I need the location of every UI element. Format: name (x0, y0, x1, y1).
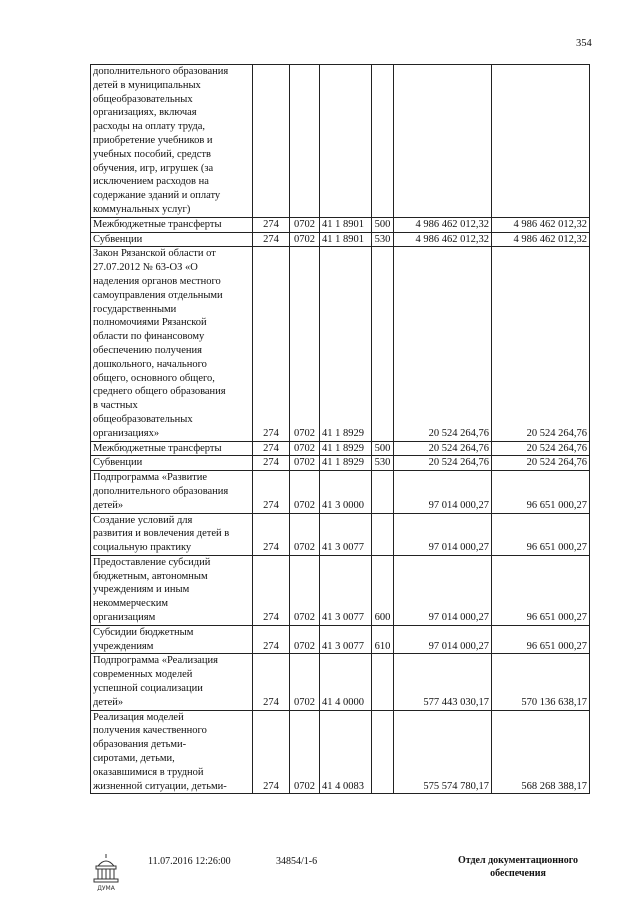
cell-ministry: 274 (253, 456, 290, 471)
cell-sum-2016: 20 524 264,76 (394, 247, 492, 441)
cell-article: 41 4 0000 (320, 654, 372, 710)
cell-vr: 500 (372, 217, 394, 232)
table-row (91, 625, 590, 654)
cell-sum-2017: 20 524 264,76 (492, 247, 590, 441)
cell-article: 41 1 8929 (320, 456, 372, 471)
cell-article: 41 3 0077 (320, 513, 372, 555)
cell-sum-2016 (394, 65, 492, 218)
cell-sum-2017: 4 986 462 012,32 (492, 232, 590, 247)
cell-ministry (253, 65, 290, 218)
cell-section: 0702 (290, 654, 320, 710)
cell-ministry: 274 (253, 710, 290, 794)
cell-section: 0702 (290, 710, 320, 794)
cell-article: 41 3 0077 (320, 555, 372, 625)
cell-name: Подпрограмма «Реализация современных моделей успешной социализации детей» (91, 654, 253, 710)
cell-sum-2016: 575 574 780,17 (394, 710, 492, 794)
cell-article: 41 3 0000 (320, 471, 372, 513)
cell-ministry: 274 (253, 654, 290, 710)
cell-vr (372, 247, 394, 441)
table-row (91, 441, 590, 456)
table-row (91, 232, 590, 247)
cell-name: дополнительного образования детей в муниципальных общеобразовательных организациях, включая расходы на оплату труда, приобретение учебников и учебных пособий, средств обучения, игр, игрушек (за исключением расходов на содержание зданий и оплату коммунальных услуг) (91, 65, 253, 218)
department-line-2: обеспечения (490, 868, 546, 879)
cell-sum-2017 (492, 65, 590, 218)
cell-name: Подпрограмма «Развитие дополнительного образования детей» (91, 471, 253, 513)
cell-vr (372, 65, 394, 218)
cell-name: Реализация моделей получения качественного образования детьми- сиротами, детьми, оказавшимися в трудной жизненной ситуации, детьми- (91, 710, 253, 794)
cell-sum-2016: 20 524 264,76 (394, 441, 492, 456)
table-row (91, 513, 590, 555)
footer-department (448, 854, 588, 880)
svg-text:ДУМА: ДУМА (97, 885, 115, 892)
cell-sum-2017: 568 268 388,17 (492, 710, 590, 794)
cell-section: 0702 (290, 217, 320, 232)
cell-sum-2016: 97 014 000,27 (394, 625, 492, 654)
budget-table (90, 64, 590, 794)
footer-datetime: 11.07.2016 12:26:00 (148, 856, 231, 867)
cell-name: Предоставление субсидий бюджетным, автономным учреждениям и иным некоммерческим организациям (91, 555, 253, 625)
cell-vr (372, 710, 394, 794)
cell-ministry: 274 (253, 513, 290, 555)
department-line-1: Отдел документационного (457, 855, 579, 866)
cell-article: 41 1 8929 (320, 441, 372, 456)
cell-sum-2016: 4 986 462 012,32 (394, 232, 492, 247)
table-row (91, 456, 590, 471)
cell-sum-2017: 96 651 000,27 (492, 513, 590, 555)
cell-name: Закон Рязанской области от 27.07.2012 № 63-ОЗ «О наделения органов местного самоуправления отдельными государственными полномочиями Рязанской области по финансовому обеспечению получения дошкольного, начального общего, основного общего, среднего общего образования в частных общеобразовательных организациях» (91, 247, 253, 441)
cell-ministry: 274 (253, 471, 290, 513)
cell-vr: 500 (372, 441, 394, 456)
cell-article: 41 1 8901 (320, 232, 372, 247)
cell-name: Межбюджетные трансферты (91, 441, 253, 456)
cell-section: 0702 (290, 247, 320, 441)
table-row (91, 555, 590, 625)
cell-section: 0702 (290, 456, 320, 471)
cell-sum-2017: 570 136 638,17 (492, 654, 590, 710)
cell-ministry: 274 (253, 232, 290, 247)
cell-vr (372, 654, 394, 710)
cell-sum-2017: 4 986 462 012,32 (492, 217, 590, 232)
cell-vr (372, 513, 394, 555)
cell-name: Межбюджетные трансферты (91, 217, 253, 232)
cell-sum-2016: 20 524 264,76 (394, 456, 492, 471)
cell-sum-2017: 20 524 264,76 (492, 441, 590, 456)
cell-article: 41 1 8929 (320, 247, 372, 441)
cell-name: Субвенции (91, 456, 253, 471)
cell-article: 41 4 0083 (320, 710, 372, 794)
cell-article: 41 3 0077 (320, 625, 372, 654)
cell-sum-2016: 97 014 000,27 (394, 471, 492, 513)
cell-ministry: 274 (253, 217, 290, 232)
cell-sum-2017: 96 651 000,27 (492, 555, 590, 625)
cell-sum-2016: 4 986 462 012,32 (394, 217, 492, 232)
cell-article (320, 65, 372, 218)
cell-sum-2016: 97 014 000,27 (394, 513, 492, 555)
cell-ministry: 274 (253, 555, 290, 625)
footer (0, 852, 640, 902)
cell-section: 0702 (290, 441, 320, 456)
cell-name: Субвенции (91, 232, 253, 247)
cell-section: 0702 (290, 232, 320, 247)
duma-emblem-icon (90, 852, 122, 892)
cell-ministry: 274 (253, 625, 290, 654)
cell-vr: 530 (372, 456, 394, 471)
cell-ministry: 274 (253, 247, 290, 441)
cell-sum-2016: 577 443 030,17 (394, 654, 492, 710)
cell-sum-2017: 96 651 000,27 (492, 625, 590, 654)
table-row (91, 65, 590, 218)
cell-sum-2016: 97 014 000,27 (394, 555, 492, 625)
cell-section: 0702 (290, 625, 320, 654)
cell-section: 0702 (290, 555, 320, 625)
cell-name: Субсидии бюджетным учреждениям (91, 625, 253, 654)
cell-vr: 610 (372, 625, 394, 654)
table-row (91, 710, 590, 794)
cell-section: 0702 (290, 471, 320, 513)
table-row (91, 654, 590, 710)
cell-sum-2017: 96 651 000,27 (492, 471, 590, 513)
page-number: 354 (576, 38, 592, 49)
cell-vr: 530 (372, 232, 394, 247)
cell-vr: 600 (372, 555, 394, 625)
table-row (91, 217, 590, 232)
cell-section (290, 65, 320, 218)
cell-vr (372, 471, 394, 513)
table-row (91, 471, 590, 513)
table-row (91, 247, 590, 441)
cell-section: 0702 (290, 513, 320, 555)
cell-name: Создание условий для развития и вовлечения детей в социальную практику (91, 513, 253, 555)
cell-article: 41 1 8901 (320, 217, 372, 232)
cell-ministry: 274 (253, 441, 290, 456)
footer-doc-number: 34854/1-6 (276, 856, 318, 867)
cell-sum-2017: 20 524 264,76 (492, 456, 590, 471)
